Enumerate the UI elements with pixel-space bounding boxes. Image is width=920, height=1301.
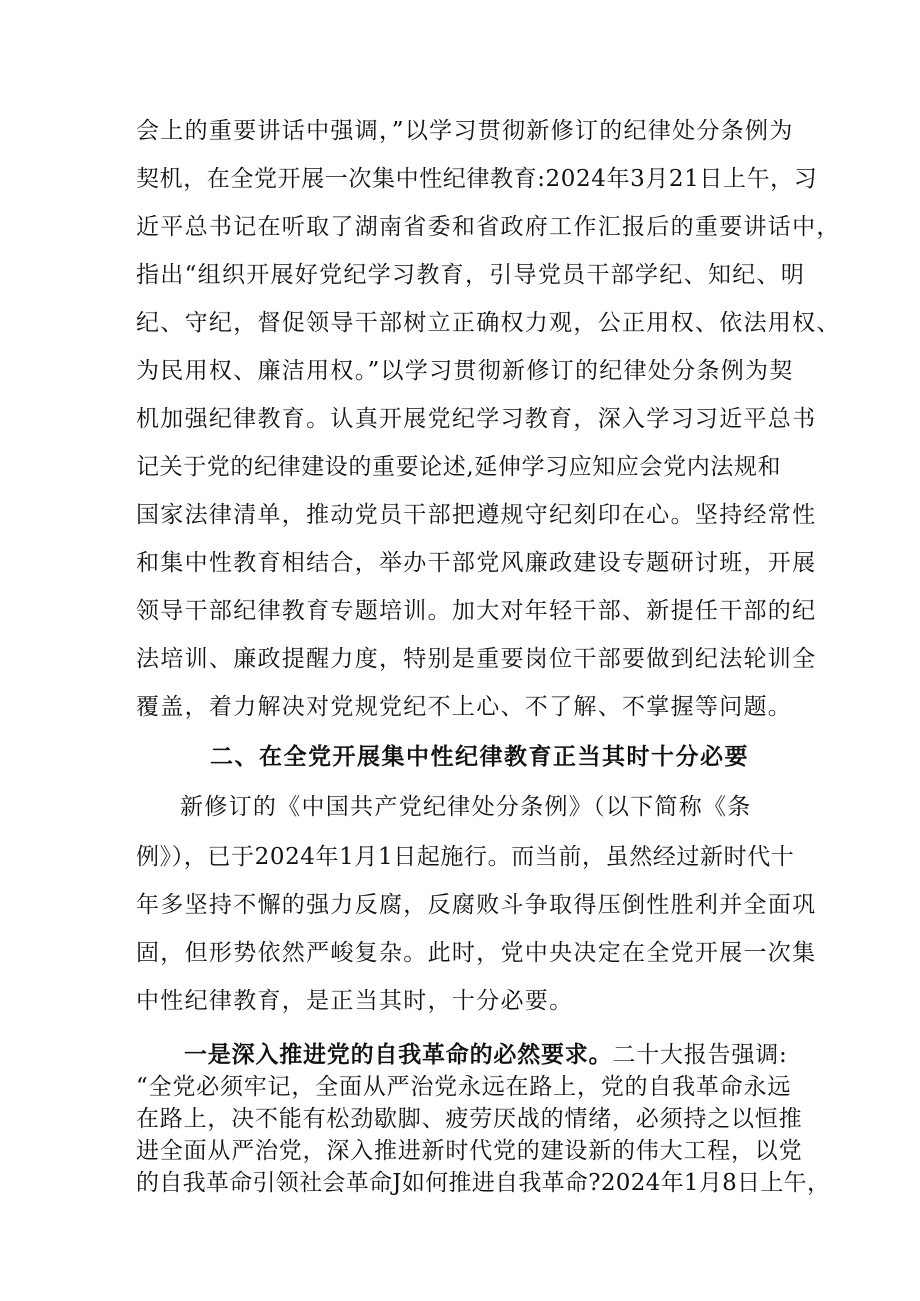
paragraph-3-line-5: 的自我革命引领社会革命J如何推进自我革命?2024年1月8日上午， <box>136 1170 831 1196</box>
paragraph-2-line-3: 年多坚持不懈的强力反腐，反腐败斗争取得压倒性胜利并全面巩 <box>136 892 817 918</box>
paragraph-1-line-10: 和集中性教育相结合，举办干部党风廉政建设专题研讨班，开展 <box>136 550 817 576</box>
paragraph-2-line-1: 新修订的《中国共产党纪律处分条例》（以下简称《条 <box>180 794 752 820</box>
paragraph-1-line-13: 覆盖，着力解决对党规党纪不上心、不了解、不掌握等问题。 <box>136 694 793 720</box>
paragraph-3-line-1 <box>184 1040 788 1070</box>
paragraph-1-line-12: 法培训、廉政提醒力度，特别是重要岗位干部要做到纪法轮训全 <box>136 646 817 672</box>
paragraph-3-line-2: “全党必须牢记，全面从严治党永远在路上，党的自我革命永远 <box>136 1074 792 1100</box>
paragraph-2-line-5: 中性纪律教育，是正当其时，十分必要。 <box>136 988 574 1014</box>
paragraph-1-line-9: 国家法律清单，推动党员干部把遵规守纪刻印在心。坚持经常性 <box>136 502 817 528</box>
paragraph-1-line-4: 指出“组织开展好党纪学习教育，引导党员干部学纪、知纪、明 <box>136 262 806 288</box>
paragraph-3-line-4: 进全面从严治党，深入推进新时代党的建设新的伟大工程，以党 <box>136 1138 803 1164</box>
paragraph-1-line-7: 机加强纪律教育。认真开展党纪学习教育，深入学习习近平总书 <box>136 406 817 432</box>
paragraph-1-line-2: 契机，在全党开展一次集中性纪律教育:2024年3月21日上午，习 <box>136 166 818 192</box>
paragraph-1-line-8: 记关于党的纪律建设的重要论述,延伸学习应知应会党内法规和 <box>136 454 782 480</box>
paragraph-1-line-3: 近平总书记在听取了湖南省委和省政府工作汇报后的重要讲话中， <box>136 214 841 240</box>
paragraph-3-lead-rest: 二十大报告强调: <box>612 1042 788 1068</box>
section-heading: 二、在全党开展集中性纪律教育正当其时十分必要 <box>210 743 749 770</box>
paragraph-3-lead-bold: 一是深入推进党的自我革命的必然要求。 <box>184 1041 613 1068</box>
paragraph-2-line-2: 例》），已于2024年1月1日起施行。而当前，虽然经过新时代十 <box>136 844 795 870</box>
paragraph-2-line-4: 固，但形势依然严峻复杂。此时，党中央决定在全党开展一次集 <box>136 940 817 966</box>
paragraph-1-line-6: 为民用权、廉洁用权。”以学习贯彻新修订的纪律处分条例为契 <box>136 358 794 384</box>
paragraph-1-line-5: 纪、守纪，督促领导干部树立正确权力观，公正用权、依法用权、 <box>136 310 841 336</box>
paragraph-1-line-1: 会上的重要讲话中强调，”以学习贯彻新修订的纪律处分条例为 <box>136 118 794 144</box>
paragraph-3-line-3: 在路上，决不能有松劲歇脚、疲劳厌战的情绪，必须持之以恒推 <box>136 1106 803 1132</box>
paragraph-1-line-11: 领导干部纪律教育专题培训。加大对年轻干部、新提任干部的纪 <box>136 598 817 624</box>
